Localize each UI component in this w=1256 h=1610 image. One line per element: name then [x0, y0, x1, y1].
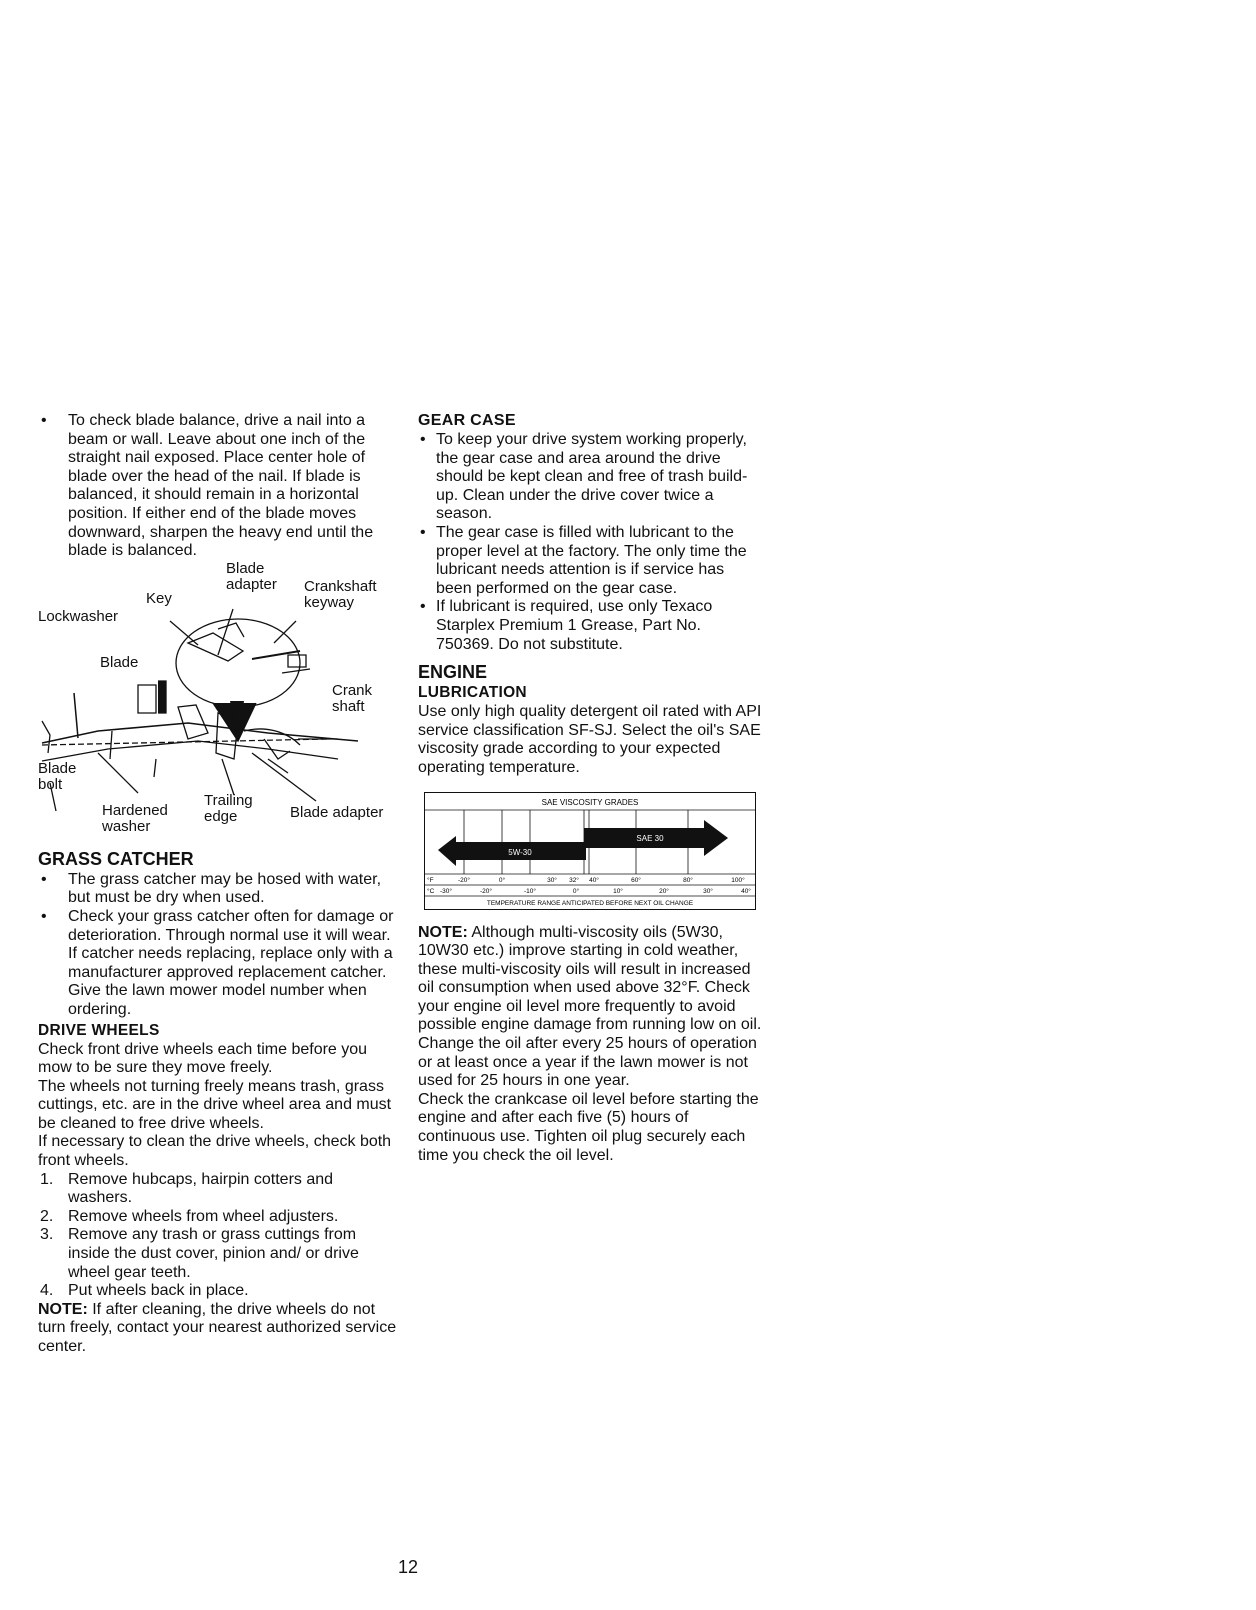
trailing-edge-label: [204, 793, 253, 825]
drive-wheels-note: [38, 1301, 400, 1357]
oil-check-paragraph: Check the crankcase oil level before starting the engine and after each five (5) hours of continuous use. Tighten oil plug securely each time you check the oil level.: [418, 1090, 759, 1164]
celsius-tick: 10°: [613, 887, 623, 895]
fahrenheit-tick: 100°: [731, 876, 745, 884]
crankshaft-keyway-label: [304, 579, 377, 611]
gear-case-bullet-3: • If lubricant is required, use only Texaco Starplex Premium 1 Grease, Part No. 750369. Do not substitute.: [418, 598, 763, 654]
viscosity-chart-graphic: [424, 792, 756, 910]
celsius-tick: -10°: [524, 887, 536, 895]
fahrenheit-tick: 32°: [569, 876, 579, 884]
fahrenheit-tick: 0°: [498, 876, 506, 884]
celsius-tick: 30°: [703, 887, 713, 895]
grass-catcher-bullet-1: • The grass catcher may be hosed with water, but must be dry when used.: [38, 871, 400, 908]
step-text: Put wheels back in place.: [68, 1282, 249, 1300]
step-text: Remove hubcaps, hairpin cotters and washers.: [68, 1170, 334, 1207]
sae-viscosity-chart: [424, 792, 756, 910]
blade-balance-list: [38, 412, 400, 561]
crankshaft-keyway-label-text: Crankshaft keyway: [304, 577, 377, 611]
grass-catcher-list: [38, 871, 400, 1020]
blade-assembly-figure: [38, 559, 400, 845]
step-1: [38, 1171, 400, 1208]
trailing-edge-label-text: Trailing edge: [204, 791, 253, 825]
drive-wheels-paragraph-2: The wheels not turning freely means trash, grass cuttings, etc. are in the drive wheel area and must be cleaned to free drive wheels.: [38, 1077, 392, 1132]
drive-wheels-paragraph-1: Check front drive wheels each time before you mow to be sure they move freely.: [38, 1040, 368, 1077]
step-text: Remove wheels from wheel adjusters.: [68, 1207, 339, 1225]
drive-wheels-steps: [38, 1171, 400, 1301]
engine-note: [418, 924, 763, 1036]
engine-heading: ENGINE: [418, 662, 488, 683]
step-2: [38, 1208, 400, 1227]
step-text: Remove any trash or grass cuttings from inside the dust cover, pinion and/ or drive wheel gear teeth.: [68, 1226, 359, 1281]
step-number: 3.: [40, 1226, 54, 1244]
note-text: If after cleaning, the drive wheels do not turn freely, contact your nearest authorized service center.: [38, 1300, 397, 1355]
grass-catcher-bullet-2: • Check your grass catcher often for damage or deterioration. Through normal use it will wear. If catcher needs replacing, replace only with a manufacturer approved replacement catcher. Give the lawn mower model number when ordering.: [38, 908, 400, 1020]
step-number: 4.: [40, 1282, 54, 1300]
right-column: [418, 412, 763, 1165]
gear-case-bullet-2: • The gear case is filled with lubricant to the proper level at the factory. The only time the lubricant needs attention is if service has been performed on the gear case.: [418, 524, 763, 598]
grass-catcher-heading: GRASS CATCHER: [38, 848, 194, 869]
hardened-washer-label: [102, 803, 168, 835]
step-4: [38, 1282, 400, 1301]
gear-case-heading: GEAR CASE: [418, 412, 516, 429]
fahrenheit-tick: 60°: [631, 876, 641, 884]
key-label: Key: [146, 589, 172, 607]
fahrenheit-tick: -20°: [458, 876, 470, 884]
gear-case-bullet-1: • To keep your drive system working properly, the gear case and area around the drive should be kept clean and free of trash build-up. Clean under the drive cover twice a season.: [418, 431, 763, 524]
note-label: NOTE:: [418, 923, 468, 941]
fahrenheit-tick: 30°: [547, 876, 557, 884]
celsius-tick: -30°: [440, 887, 452, 895]
gear-case-list: [418, 431, 763, 654]
drive-wheels-heading: DRIVE WHEELS: [38, 1021, 160, 1039]
left-column: [38, 412, 400, 1357]
blade-bolt-label-text: Blade bolt: [38, 759, 77, 793]
blade-bolt-label: [38, 761, 76, 793]
celsius-unit: °C: [427, 887, 435, 895]
crank-shaft-label: [332, 683, 372, 715]
drive-wheels-paragraph-3: If necessary to clean the drive wheels, check both front wheels.: [38, 1133, 392, 1170]
lubrication-paragraph: Use only high quality detergent oil rated with API service classification SF-SJ. Select the oil's SAE viscosity grade according to your expected operating temperature.: [418, 703, 762, 776]
note-label: NOTE:: [38, 1300, 88, 1318]
celsius-tick: 0°: [572, 887, 580, 895]
blade-adapter-label-bottom: Blade adapter: [290, 803, 384, 821]
hardened-washer-label-text: Hardened washer: [102, 801, 168, 835]
celsius-tick: 40°: [741, 887, 751, 895]
blade-balance-bullet: • To check blade balance, drive a nail into a beam or wall. Leave about one inch of the straight nail exposed. Place center hole of blade over the head of the nail. If blade is balanced, it should remain in a horizontal position. If either end of the blade moves downward, sharpen the heavy end until the blade is balanced.: [38, 412, 400, 561]
lubrication-heading: LUBRICATION: [418, 684, 527, 702]
lockwasher-label: Lockwasher: [38, 607, 119, 625]
page-number: 12: [398, 1557, 419, 1577]
note-text: Although multi-viscosity oils (5W30, 10W30 etc.) improve starting in cold weather, these multi-viscosity oils will result in increased oil consumption when used above 32°F. Check your engine oil level more frequently to avoid possible engine damage from running low on oil.: [418, 923, 762, 1034]
fahrenheit-tick: 80°: [683, 876, 693, 884]
chart-title: SAE VISCOSITY GRADES: [541, 797, 639, 807]
grade-label-5w30: 5W-30: [508, 847, 532, 857]
crank-shaft-label-text: Crank shaft: [332, 681, 373, 715]
blade-adapter-label-top: [226, 561, 277, 593]
blade-label: Blade: [100, 653, 139, 671]
step-number: 2.: [40, 1207, 54, 1225]
celsius-tick: -20°: [480, 887, 492, 895]
step-number: 1.: [40, 1170, 54, 1188]
fahrenheit-unit: °F: [427, 876, 434, 884]
fahrenheit-tick: 40°: [589, 876, 599, 884]
step-3: [38, 1226, 400, 1282]
chart-footer: TEMPERATURE RANGE ANTICIPATED BEFORE NEXT OIL CHANGE: [486, 899, 694, 907]
oil-change-paragraph: Change the oil after every 25 hours of operation or at least once a year if the lawn mower is not used for 25 hours in one year.: [418, 1035, 757, 1090]
celsius-tick: 20°: [659, 887, 669, 895]
blade-adapter-label-text: Blade adapter: [226, 559, 277, 593]
grade-label-sae30: SAE 30: [636, 833, 664, 843]
